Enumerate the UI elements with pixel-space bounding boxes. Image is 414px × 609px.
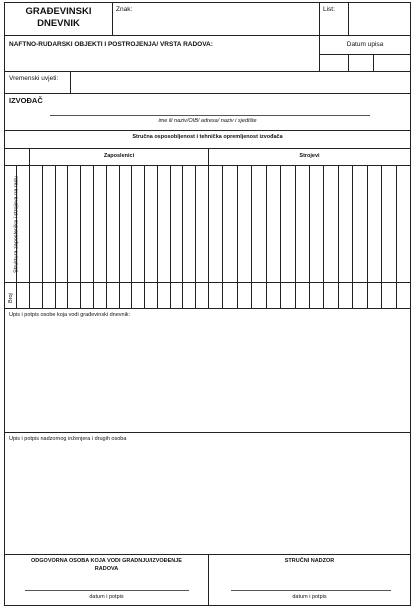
- row-divider: [5, 282, 410, 283]
- grid-column-line: [266, 165, 267, 308]
- structure-row-label: Struktura zaposlenika i strojeva na radu: [13, 176, 20, 273]
- grid-column-line: [55, 165, 56, 308]
- construction-diary-form: [4, 2, 411, 606]
- count-row-label: Broj: [8, 293, 14, 303]
- contractor-field[interactable]: [5, 105, 410, 115]
- row-divider: [5, 35, 410, 36]
- responsible-person-label-line1: ODGOVORNA OSOBA KOJA VODI GRADNJU/IZVOĐENJE: [31, 558, 182, 564]
- diary-keeper-field[interactable]: [5, 320, 410, 431]
- supervisor-entry-label: Upis i potpis nadzornog inženjera i drugih osoba: [9, 436, 127, 442]
- row-divider: [5, 93, 410, 94]
- grid-column-line: [396, 165, 397, 308]
- grid-column-line: [131, 165, 132, 308]
- grid-divider: [29, 148, 30, 308]
- grid-column-line: [80, 165, 81, 308]
- grid-column-line: [251, 165, 252, 308]
- grid-column-line: [309, 165, 310, 308]
- grid-column-line: [170, 165, 171, 308]
- date-sign-caption: datum i potpis: [292, 594, 327, 600]
- grid-column-line: [237, 165, 238, 308]
- grid-column-line: [182, 165, 183, 308]
- list-field[interactable]: [349, 3, 411, 35]
- form-title-line1: GRAĐEVINSKI: [25, 6, 92, 17]
- grid-column-line: [338, 165, 339, 308]
- grid-column-line: [106, 165, 107, 308]
- weather-label: Vremenski uvjeti:: [9, 75, 59, 82]
- row-divider: [5, 308, 410, 309]
- znak-label: Znak:: [116, 6, 133, 13]
- signature-line: [25, 590, 189, 591]
- grid-column-line: [323, 165, 324, 308]
- responsible-signature-field[interactable]: [25, 575, 189, 590]
- contractor-label: IZVOĐAČ: [9, 96, 43, 105]
- grid-divider: [208, 148, 209, 308]
- grid-column-line: [280, 165, 281, 308]
- grid-column-line: [42, 165, 43, 308]
- machines-column-header: Strojevi: [299, 153, 320, 159]
- weather-field[interactable]: [71, 72, 410, 93]
- row-divider: [5, 165, 410, 166]
- grid-column-line: [352, 165, 353, 308]
- grid-column-line: [381, 165, 382, 308]
- entry-day-field[interactable]: [320, 55, 348, 71]
- employees-column-header: Zaposlenici: [103, 153, 135, 159]
- supervision-signature-field[interactable]: [231, 575, 391, 590]
- grid-column-line: [367, 165, 368, 308]
- row-divider: [5, 130, 410, 131]
- contractor-underline: [50, 115, 370, 116]
- project-type-label: NAFTNO-RUDARSKI OBJEKTI I POSTROJENJA/ VRSTA RADOVA:: [9, 41, 213, 48]
- row-divider: [5, 432, 410, 433]
- header-divider: [319, 3, 320, 35]
- entry-month-field[interactable]: [349, 55, 373, 71]
- entry-date-label: Datum upisa: [346, 41, 384, 48]
- grid-column-line: [67, 165, 68, 308]
- responsible-person-label-line2: RADOVA: [94, 566, 119, 572]
- date-sign-caption: datum i potpis: [89, 594, 124, 600]
- professional-supervision-label: STRUČNI NADZOR: [284, 558, 335, 564]
- grid-column-line: [157, 165, 158, 308]
- capacity-title: Stručna osposobljenost i tehnička opremljenost izvođača: [132, 134, 283, 140]
- grid-column-line: [195, 165, 196, 308]
- entry-year-field[interactable]: [374, 55, 410, 71]
- grid-column-line: [119, 165, 120, 308]
- znak-field[interactable]: [113, 3, 319, 35]
- form-title-line2: DNEVNIK: [37, 18, 80, 29]
- list-label: List:: [323, 6, 335, 13]
- grid-column-line: [93, 165, 94, 308]
- grid-column-line: [222, 165, 223, 308]
- grid-column-line: [144, 165, 145, 308]
- supervisor-entry-field[interactable]: [5, 444, 410, 553]
- grid-column-line: [295, 165, 296, 308]
- project-type-field[interactable]: [5, 51, 319, 71]
- signature-line: [231, 590, 391, 591]
- diary-keeper-label: Upis i potpis osobe koja vodi građevinski dnevnik:: [9, 312, 131, 318]
- contractor-hint: ime ili naziv/OIB/ adresa/ naziv i sjedište: [158, 118, 257, 124]
- header-title-cell: [5, 3, 112, 35]
